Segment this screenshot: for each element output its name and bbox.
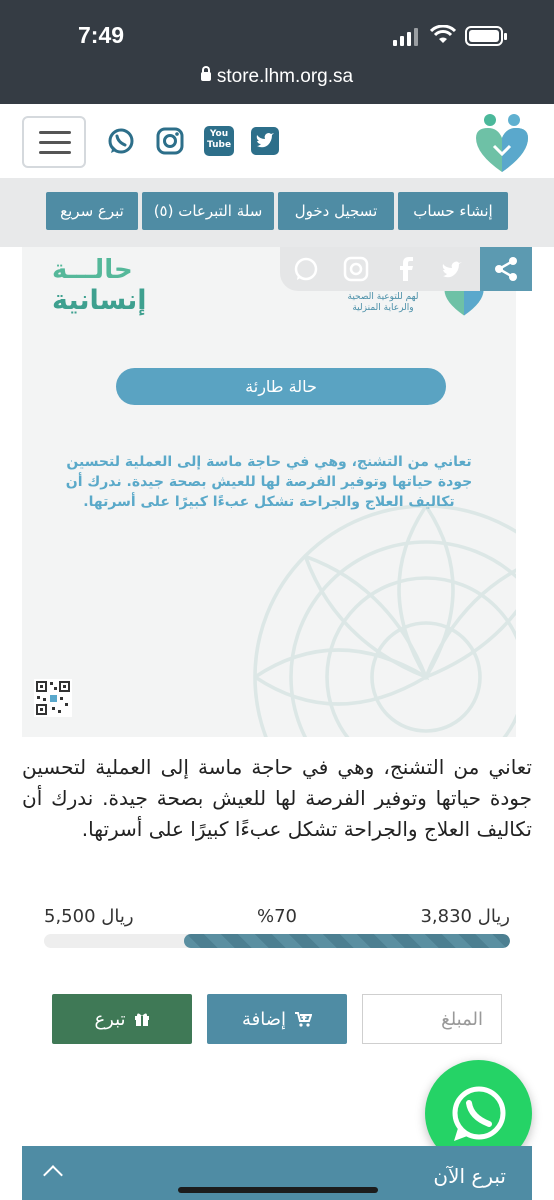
quick-donate-button[interactable]: تبرع سريع <box>46 192 138 230</box>
top-navigation <box>0 178 554 247</box>
qr-code <box>34 679 72 717</box>
mandala-decoration <box>246 497 516 737</box>
menu-button[interactable] <box>22 116 86 168</box>
share-bar <box>280 247 480 291</box>
battery-icon <box>465 26 503 46</box>
facebook-share-icon[interactable] <box>392 255 420 283</box>
hero-title-line1: حالـــة <box>52 255 133 285</box>
instagram-share-icon[interactable] <box>342 255 370 283</box>
collected-amount: 3,830 ريال <box>420 906 510 927</box>
status-time: 7:49 <box>78 22 125 48</box>
twitter-share-icon[interactable] <box>440 255 468 283</box>
create-account-button[interactable]: إنشاء حساب <box>398 192 508 230</box>
progress-bar-fill <box>184 934 510 948</box>
share-icon <box>493 256 519 282</box>
hero-title-line2: إنسانية <box>52 285 147 316</box>
donate-now-label: تبرع الآن <box>433 1164 506 1188</box>
gift-icon <box>134 1011 150 1027</box>
progress-percent: %70 <box>257 906 298 927</box>
home-indicator <box>178 1187 378 1193</box>
twitter-icon[interactable] <box>250 126 280 156</box>
add-label: إضافة <box>241 1008 287 1030</box>
browser-chrome <box>0 0 554 104</box>
site-logo[interactable] <box>472 110 532 174</box>
url-text: store.lhm.org.sa <box>216 66 354 87</box>
youtube-icon[interactable]: You Tube <box>204 126 234 156</box>
instagram-icon[interactable] <box>155 126 185 156</box>
wifi-icon <box>430 25 456 45</box>
whatsapp-icon <box>448 1083 510 1145</box>
campaign-image <box>22 247 516 737</box>
share-button[interactable] <box>480 247 532 291</box>
cart-plus-icon <box>294 1011 312 1027</box>
campaign-description: تعاني من التشنج، وهي في حاجة ماسة إلى العملية لتحسين جودة حياتها وتوفير الفرصة لها للعيش بصحة جيدة. ندرك أن تكاليف العلاج والجراحة تشكل عبءًا كبيرًا على أسرتها. <box>22 755 532 841</box>
donations-cart-button[interactable]: سلة التبرعات (٥) <box>142 192 274 230</box>
progress-bar <box>44 934 510 948</box>
chevron-up-icon[interactable] <box>43 1165 63 1185</box>
signal-icon <box>393 28 419 46</box>
target-amount: 5,500 ريال <box>44 906 134 927</box>
url-bar[interactable] <box>0 66 554 88</box>
amount-input[interactable] <box>362 994 502 1044</box>
org-name-line2: لهم للتوعية الصحية <box>347 292 419 302</box>
hero-description: تعاني من التشنج، وهي في حاجة ماسة إلى العملية لتحسين جودة حياتها وتوفير الفرصة لها للعيش بصحة جيدة. ندرك أن تكاليف العلاج والجراحة تشكل عبءًا كبيرًا على أسرتها. <box>65 454 473 510</box>
emergency-badge: حالة طارئة <box>116 368 446 405</box>
whatsapp-icon[interactable] <box>106 126 136 156</box>
org-name-line3: والرعاية المنزلية <box>352 303 414 313</box>
donate-label: تبرع <box>94 1008 126 1030</box>
whatsapp-share-icon[interactable] <box>292 255 320 283</box>
donate-button[interactable] <box>52 994 192 1044</box>
lock-icon <box>201 72 211 81</box>
site-header <box>0 104 554 178</box>
add-to-cart-button[interactable] <box>207 994 347 1044</box>
login-button[interactable]: تسجيل دخول <box>278 192 394 230</box>
